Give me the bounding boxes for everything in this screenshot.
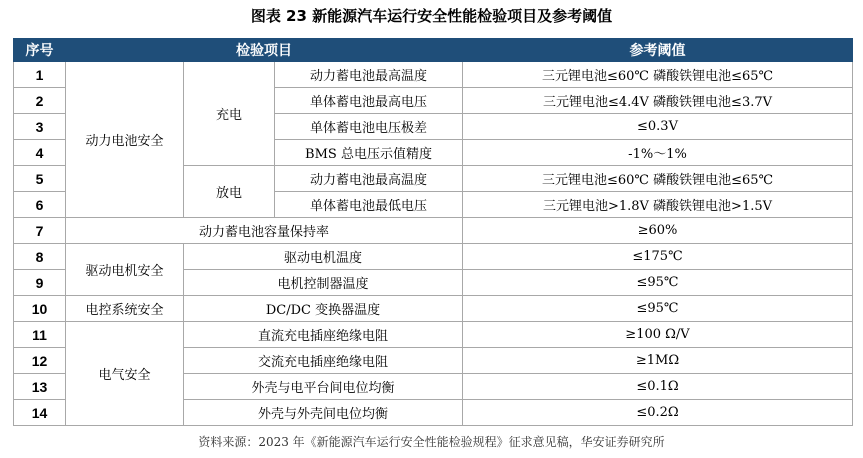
row-no: 11 <box>14 322 66 348</box>
row-no: 10 <box>14 296 66 322</box>
row-item: 外壳与外壳间电位均衡 <box>184 400 463 426</box>
row-no: 5 <box>14 166 66 192</box>
row-no: 2 <box>14 88 66 114</box>
table-row <box>14 296 853 322</box>
row-no: 9 <box>14 270 66 296</box>
group-power-battery: 动力电池安全 <box>66 62 184 218</box>
table-row <box>14 322 853 348</box>
row-no: 3 <box>14 114 66 140</box>
row-threshold: 三元锂电池≤4.4V 磷酸铁锂电池≤3.7V <box>463 88 853 114</box>
row-threshold: 三元锂电池≤60℃ 磷酸铁锂电池≤65℃ <box>463 62 853 88</box>
source-note: 资料来源：2023 年《新能源汽车运行安全性能检验规程》征求意见稿，华安证券研究所 <box>198 435 665 449</box>
row-item: 单体蓄电池最低电压 <box>275 192 463 218</box>
row-threshold: ≤95℃ <box>463 296 853 322</box>
row-no: 1 <box>14 62 66 88</box>
header-threshold: 参考阈值 <box>463 39 853 62</box>
inspection-table <box>13 38 853 426</box>
row-item: 交流充电插座绝缘电阻 <box>184 348 463 374</box>
row-item: DC/DC 变换器温度 <box>184 296 463 322</box>
header-item: 检验项目 <box>66 39 463 62</box>
row-item: BMS 总电压示值精度 <box>275 140 463 166</box>
subgroup-discharge: 放电 <box>184 166 275 218</box>
table-row <box>14 218 853 244</box>
row-no: 8 <box>14 244 66 270</box>
row-threshold: 三元锂电池≤60℃ 磷酸铁锂电池≤65℃ <box>463 166 853 192</box>
group-control-system: 电控系统安全 <box>66 296 184 322</box>
header-no: 序号 <box>14 39 66 62</box>
figure-title: 图表 23 新能源汽车运行安全性能检验项目及参考阈值 <box>250 7 613 25</box>
row-item: 单体蓄电池最高电压 <box>275 88 463 114</box>
row-threshold: -1%～1% <box>463 140 853 166</box>
row-item: 动力蓄电池容量保持率 <box>66 218 463 244</box>
table-header-row <box>14 39 853 62</box>
row-item: 动力蓄电池最高温度 <box>275 166 463 192</box>
row-threshold: ≤0.2Ω <box>463 400 853 426</box>
group-electrical: 电气安全 <box>66 322 184 426</box>
row-no: 14 <box>14 400 66 426</box>
row-item: 电机控制器温度 <box>184 270 463 296</box>
row-no: 13 <box>14 374 66 400</box>
row-no: 6 <box>14 192 66 218</box>
row-item: 动力蓄电池最高温度 <box>275 62 463 88</box>
row-item: 外壳与电平台间电位均衡 <box>184 374 463 400</box>
row-threshold: ≥100 Ω/V <box>463 322 853 348</box>
row-threshold: ≤0.1Ω <box>463 374 853 400</box>
row-no: 4 <box>14 140 66 166</box>
row-threshold: ≤95℃ <box>463 270 853 296</box>
table-row <box>14 62 853 88</box>
row-threshold: ≤0.3V <box>463 114 853 140</box>
subgroup-charge: 充电 <box>184 62 275 166</box>
row-item: 直流充电插座绝缘电阻 <box>184 322 463 348</box>
table-row <box>14 244 853 270</box>
row-threshold: ≤175℃ <box>463 244 853 270</box>
row-no: 7 <box>14 218 66 244</box>
row-no: 12 <box>14 348 66 374</box>
row-item: 驱动电机温度 <box>184 244 463 270</box>
row-threshold: ≥60% <box>463 218 853 244</box>
row-item: 单体蓄电池电压极差 <box>275 114 463 140</box>
row-threshold: ≥1MΩ <box>463 348 853 374</box>
group-drive-motor: 驱动电机安全 <box>66 244 184 296</box>
row-threshold: 三元锂电池>1.8V 磷酸铁锂电池>1.5V <box>463 192 853 218</box>
